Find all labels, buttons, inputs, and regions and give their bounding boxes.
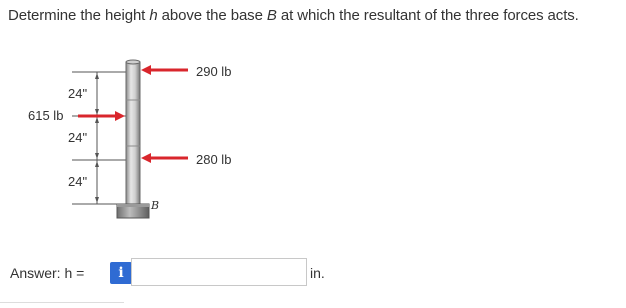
info-icon[interactable]: i: [110, 262, 132, 284]
unit-label: in.: [310, 265, 325, 281]
answer-input[interactable]: [131, 258, 307, 286]
question-suffix: at which the resultant of the three forces acts.: [276, 7, 579, 24]
next-element-edge: [0, 302, 124, 305]
force-arrow-top: [141, 65, 188, 75]
force-arrow-left: [78, 111, 125, 121]
question-middle: above the base: [157, 7, 267, 24]
post-base: [117, 204, 149, 218]
force-label-left: 615 lb: [28, 108, 64, 123]
answer-label: Answer: h =: [10, 265, 85, 281]
base-point-label: B: [151, 199, 160, 212]
dimension-label-lower: 24": [68, 174, 88, 189]
answer-row: [10, 258, 610, 288]
force-arrow-bottom: [141, 153, 188, 163]
question-var-b: B: [266, 7, 277, 24]
force-label-top: 290 lb: [196, 64, 232, 79]
force-label-bottom: 280 lb: [196, 152, 232, 167]
vertical-post: [126, 60, 140, 204]
question-var-h: h: [149, 7, 158, 24]
question-prefix: Determine the height: [8, 7, 150, 24]
dimension-label-middle: 24": [68, 130, 88, 145]
dimension-label-upper: 24": [68, 86, 88, 101]
